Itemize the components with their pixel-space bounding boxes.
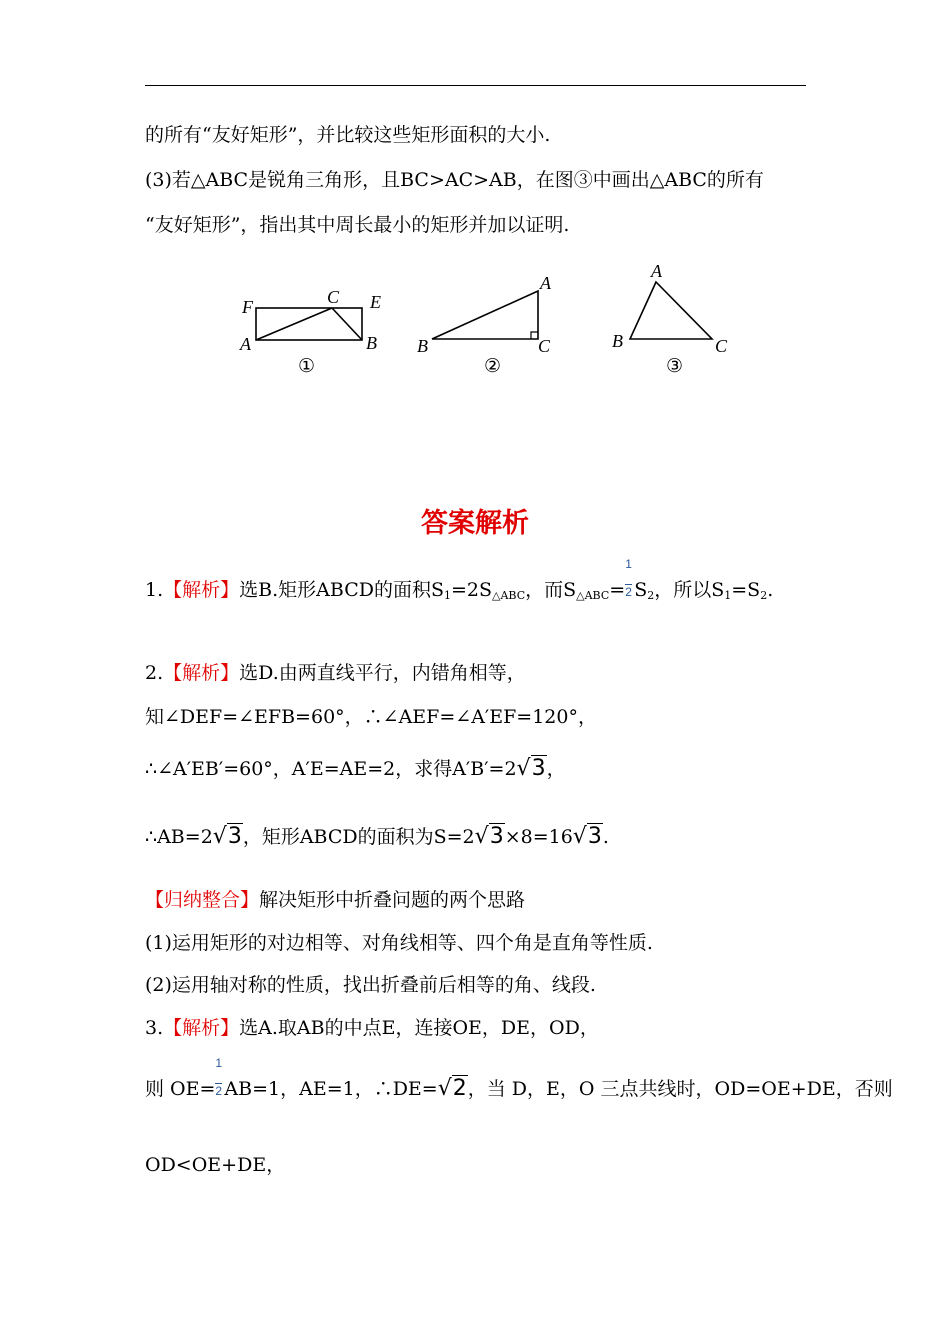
fraction-half: $\frac{1}{2}$ [215, 1056, 223, 1098]
sqrt-symbol: √2 [437, 1076, 467, 1101]
fig1-label-e: E [370, 292, 381, 312]
answer-3-line-1: 3.【解析】选A.取AB的中点E，连接OE，DE，OD， [145, 1017, 599, 1039]
answer-1: 1.【解析】选B.矩形ABCD的面积$S_1=2S_{\triangle ABC}$，而$S_{\triangle ABC}=$ $\frac{1}{2}S_2$，所以$S_1=S_2$. [145, 577, 773, 609]
figure-1 [239, 287, 381, 377]
summary-item-2: (2)运用轴对称的性质，找出折叠前后相等的角、线段. [145, 974, 596, 996]
fig1-label-c: C [327, 287, 340, 307]
answer-2-line-2: 知∠DEF=∠EFB=60°，∴∠AEF=∠A′EF=120°， [145, 706, 597, 728]
answer-heading: 答案解析 [421, 508, 529, 539]
answer-3-line-2: 则 OE= $\frac{1}{2}AB=1$，AE=1，∴DE=√2，当 D，E，O 三点共线时，OD=OE+DE，否则 [145, 1076, 893, 1104]
geometry-figures [0, 255, 950, 390]
figure-3 [612, 261, 728, 377]
sqrt-symbol: √3 [572, 824, 602, 849]
answer-2-line-3: ∴∠A′EB′=60°，A′E=AE=2，求得A′B′=2√3， [145, 756, 566, 781]
fig3-caption: ③ [666, 356, 684, 377]
fig2-label-b: B [417, 336, 428, 356]
summary-heading: 【归纳整合】解决矩形中折叠问题的两个思路 [145, 889, 526, 911]
sqrt-symbol: √3 [474, 824, 504, 849]
header-rule [145, 85, 806, 86]
fig1-label-f: F [242, 297, 253, 317]
summary-item-1: (1)运用矩形的对边相等、对角线相等、四个角是直角等性质. [145, 932, 653, 954]
question-line-2: (3)若△ABC是锐角三角形，且BC>AC>AB，在图③中画出△ABC的所有 [145, 169, 764, 191]
fig2-label-a: A [540, 273, 551, 293]
answer-2-line-1: 2.【解析】选D.由两直线平行，内错角相等， [145, 662, 526, 684]
fig3-label-a: A [651, 261, 662, 281]
fig2-caption: ② [484, 356, 502, 377]
fraction-half: $\frac{1}{2}$ [625, 557, 632, 599]
figure-2 [417, 273, 552, 377]
sqrt-symbol: √3 [212, 824, 242, 849]
answer-2-line-4: ∴AB=2√3，矩形ABCD的面积为S=2√3×8=16√3. [145, 824, 609, 849]
sqrt-symbol: √3 [516, 756, 546, 781]
question-line-1: 的所有“友好矩形”，并比较这些矩形面积的大小. [145, 124, 551, 146]
fig1-caption: ① [298, 356, 316, 377]
fig1-label-b: B [366, 333, 377, 353]
answer-3-line-3: OD<OE+DE， [145, 1154, 286, 1176]
question-line-3: “友好矩形”，指出其中周长最小的矩形并加以证明. [145, 214, 570, 236]
fig3-label-c: C [715, 336, 728, 356]
fig1-label-a: A [240, 334, 251, 354]
fig3-label-b: B [612, 331, 623, 351]
fig2-label-c: C [538, 336, 551, 356]
